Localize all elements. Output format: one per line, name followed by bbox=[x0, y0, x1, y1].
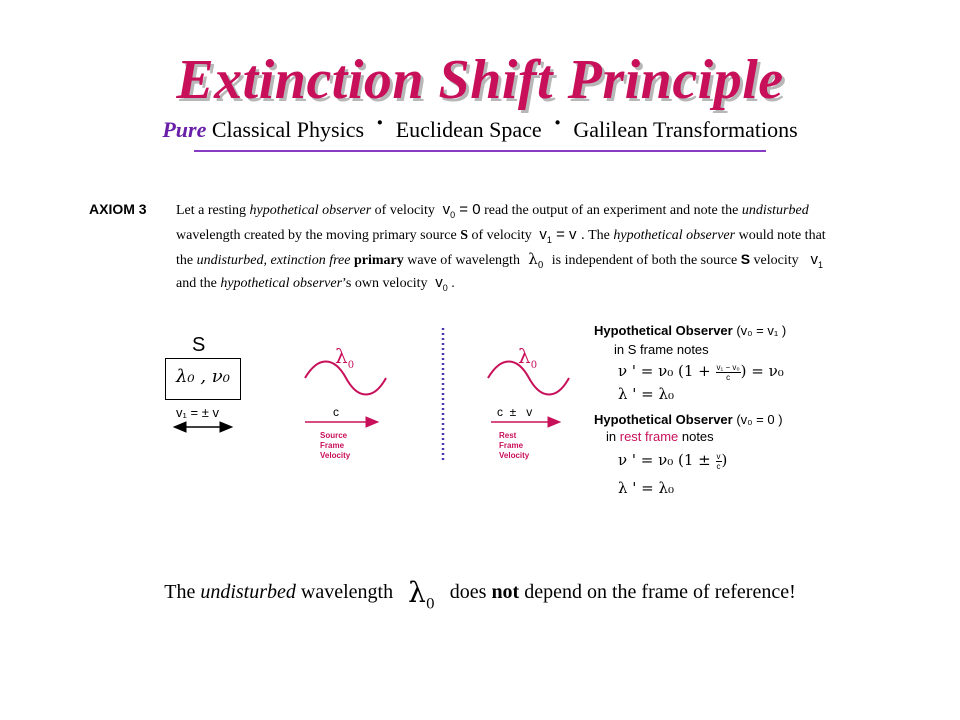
axiom-text: . bbox=[447, 276, 455, 291]
axiom-text: the bbox=[176, 253, 197, 268]
lambda0-label-left: $\lambda_0$ bbox=[335, 344, 355, 371]
axiom-text: ’s own velocity bbox=[342, 276, 432, 291]
axiom-text: of velocity bbox=[371, 203, 439, 218]
observer2-wavelength-equation: λ ' = λ₀ bbox=[618, 479, 675, 497]
arrow-label-c: c bbox=[333, 405, 339, 419]
observer1-wavelength-equation: λ ' = λ₀ bbox=[618, 385, 675, 403]
observer1-title: Hypothetical Observer (v₀ = v₁ ) bbox=[594, 323, 787, 338]
conclusion-statement: The undisturbed wavelength $\lambda_0$ does not depend on the frame of reference! bbox=[164, 576, 796, 613]
axiom-text: wavelength created by the moving primary source bbox=[176, 228, 461, 243]
observer1-frequency-equation: ν ' = ν₀ (1 + $\frac{\text{v₁ − v₀}}{c}$ ) = ν₀ bbox=[618, 362, 784, 382]
arrow-label-c-pm-v: c ± v bbox=[497, 405, 533, 419]
source-box-text: λ₀ , ν₀ bbox=[176, 366, 230, 387]
v0-symbol: $v_0$ bbox=[431, 274, 448, 293]
v1-symbol: $v_1$ bbox=[802, 251, 824, 270]
axiom-text: and the bbox=[176, 276, 221, 291]
v0-equals-0: $v_0 = 0$ bbox=[438, 201, 481, 220]
subtitle-separator: · bbox=[553, 108, 562, 137]
lambda0-label-right: $\lambda_0$ bbox=[518, 344, 538, 371]
axiom-text: would note that bbox=[735, 228, 826, 243]
axiom-text: hypothetical observer bbox=[249, 203, 372, 218]
rest-frame-velocity-label: Rest Frame Velocity bbox=[499, 431, 530, 460]
source-label: S bbox=[192, 334, 206, 356]
subtitle-part1: Classical Physics bbox=[211, 117, 365, 142]
axiom-text: Let a resting bbox=[176, 203, 250, 218]
observer2-subtitle: in rest frame notes bbox=[606, 429, 714, 444]
subtitle-pure: Pure bbox=[162, 117, 207, 142]
axiom-text: is independent of both the source bbox=[551, 253, 741, 268]
source-frame-arrow bbox=[305, 417, 378, 427]
axiom-text: hypothetical observer bbox=[613, 228, 736, 243]
axiom-text: undisturbed bbox=[741, 203, 809, 218]
axiom-text: wave of wavelength bbox=[403, 253, 524, 268]
double-arrow-icon bbox=[174, 422, 232, 432]
v1-equals-v: $v_1 = v$ . bbox=[535, 226, 585, 245]
subtitle-part2: Euclidean Space bbox=[395, 117, 542, 142]
observer1-subtitle: in S frame notes bbox=[614, 342, 709, 357]
lambda0-large: $\lambda_0$ bbox=[408, 576, 435, 613]
axiom-label: AXIOM 3 bbox=[89, 201, 147, 217]
axiom-text: read the output of an experiment and note the bbox=[484, 203, 742, 218]
observer2-frequency-equation: ν ' = ν₀ (1 ± $\frac{v}{c}$ ) bbox=[618, 451, 728, 471]
axiom-text: primary bbox=[353, 253, 404, 268]
axiom-text: S bbox=[460, 228, 468, 243]
axiom-text: hypothetical observer bbox=[220, 276, 343, 291]
observer2-title: Hypothetical Observer (v₀ = 0 ) bbox=[594, 412, 783, 427]
subtitle-separator: · bbox=[375, 108, 385, 137]
axiom-text: The bbox=[588, 228, 614, 243]
axiom-text: undisturbed, extinction free bbox=[196, 253, 351, 268]
axiom-text: velocity bbox=[750, 253, 803, 268]
source-frame-velocity-label: Source Frame Velocity bbox=[320, 431, 351, 460]
axiom-text: S bbox=[740, 251, 751, 267]
source-velocity-label: v₁ = ± v bbox=[176, 405, 219, 420]
subtitle-part3: Galilean Transformations bbox=[573, 117, 798, 142]
lambda0-symbol: $\lambda_0$ bbox=[523, 250, 544, 271]
page-title: Extinction Shift Principle bbox=[176, 49, 784, 111]
axiom-text: of velocity bbox=[467, 228, 536, 243]
